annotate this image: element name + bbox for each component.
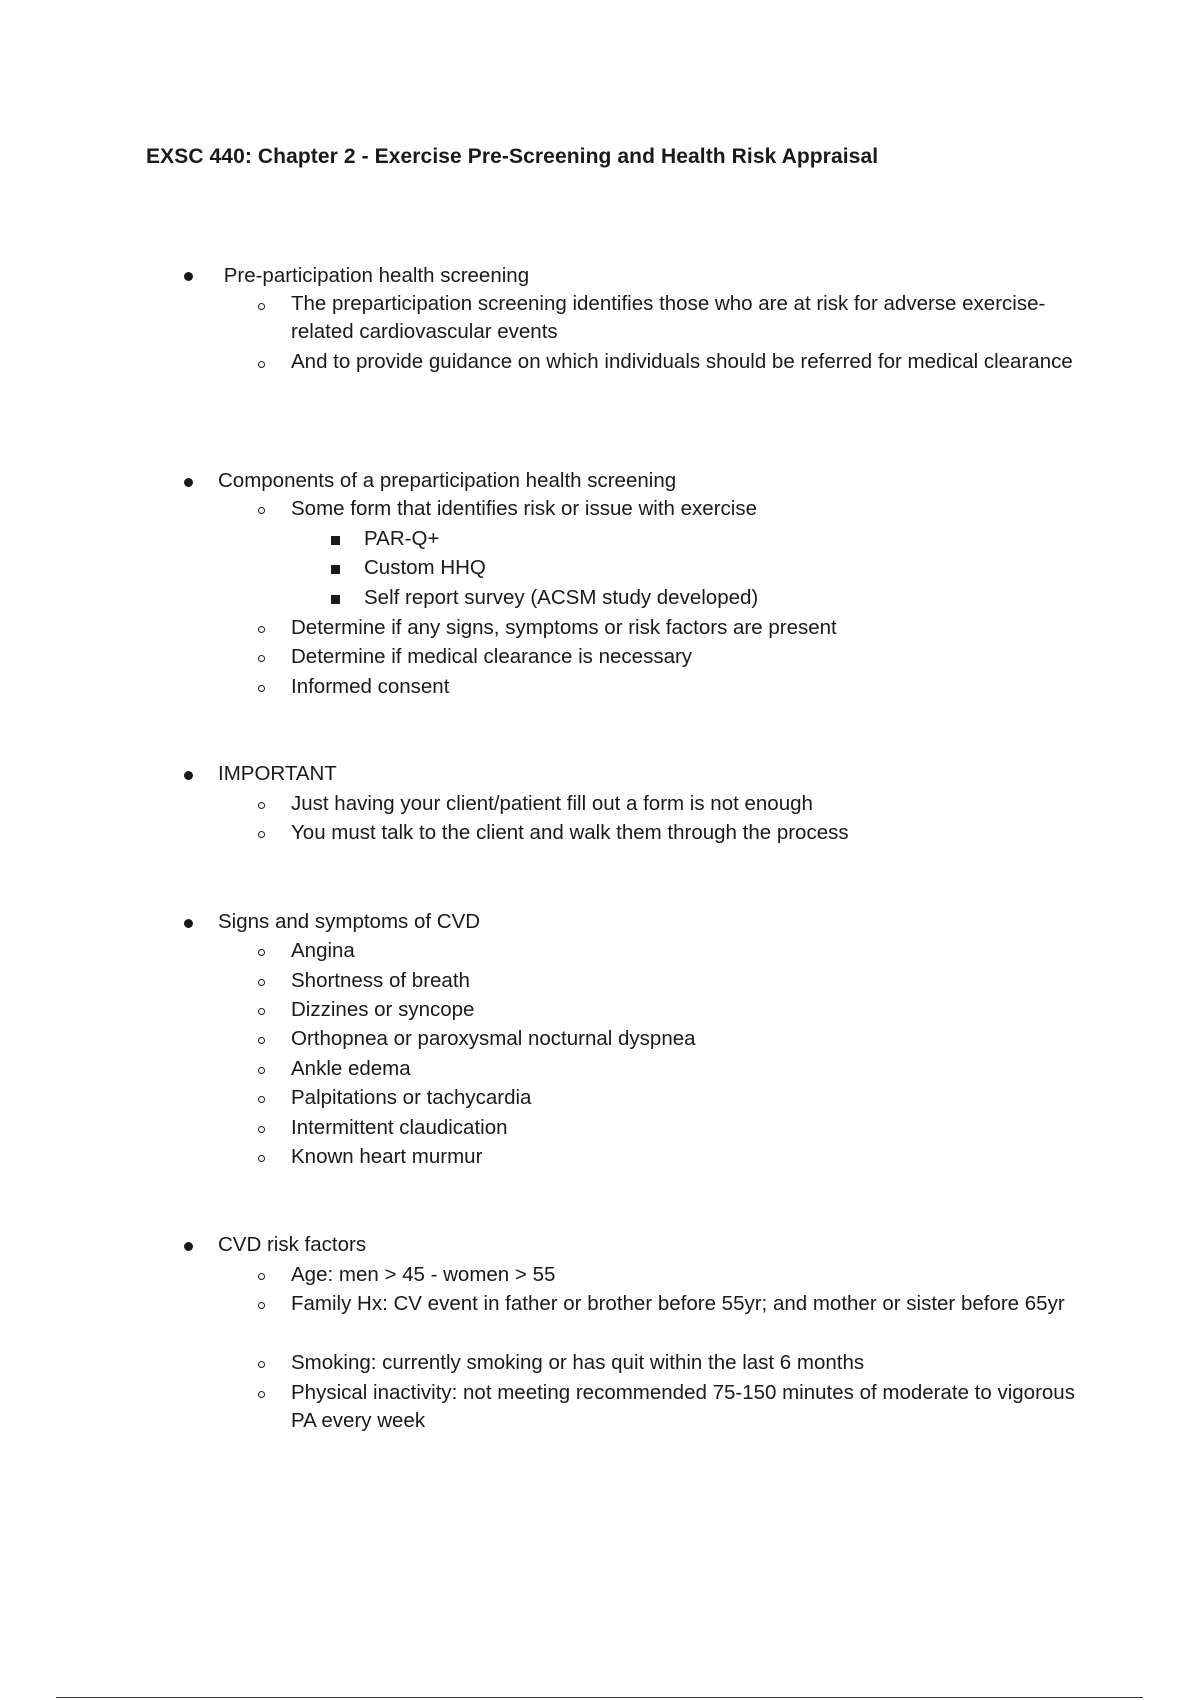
- square-bullet-icon: [331, 565, 340, 574]
- list-item: You must talk to the client and walk them through the process: [291, 821, 849, 844]
- circle-bullet-icon: [258, 685, 265, 692]
- list-item: Physical inactivity: not meeting recommended 75-150 minutes of moderate to vigorous PA every week: [291, 1381, 1075, 1432]
- list-item: Dizzines or syncope: [291, 998, 475, 1021]
- circle-bullet-icon: [258, 831, 265, 838]
- section-heading: Signs and symptoms of CVD: [218, 910, 481, 933]
- page-title: EXSC 440: Chapter 2 - Exercise Pre-Screening and Health Risk Appraisal: [146, 145, 879, 168]
- footer-divider: [56, 1697, 1143, 1698]
- bullet-icon: [184, 272, 193, 281]
- list-item: Known heart murmur: [291, 1145, 483, 1168]
- list-item: Intermittent claudication: [291, 1116, 508, 1139]
- list-item: Ankle edema: [291, 1057, 411, 1080]
- section-heading: IMPORTANT: [218, 762, 337, 785]
- bullet-icon: [184, 478, 193, 487]
- list-item: Orthopnea or paroxysmal nocturnal dyspnea: [291, 1027, 696, 1050]
- circle-bullet-icon: [258, 1391, 265, 1398]
- bullet-icon: [184, 1242, 193, 1251]
- sub-list-item: PAR-Q+: [364, 527, 440, 550]
- circle-bullet-icon: [258, 1273, 265, 1280]
- list-item: Smoking: currently smoking or has quit within the last 6 months: [291, 1351, 865, 1374]
- circle-bullet-icon: [258, 626, 265, 633]
- circle-bullet-icon: [258, 303, 265, 310]
- circle-bullet-icon: [258, 802, 265, 809]
- list-item: Just having your client/patient fill out a form is not enough: [291, 792, 813, 815]
- bullet-icon: [184, 771, 193, 780]
- circle-bullet-icon: [258, 1126, 265, 1133]
- list-item: And to provide guidance on which individuals should be referred for medical clearance: [291, 350, 1073, 373]
- circle-bullet-icon: [258, 1155, 265, 1162]
- circle-bullet-icon: [258, 1067, 265, 1074]
- list-item: Age: men > 45 - women > 55: [291, 1263, 556, 1286]
- list-item: Angina: [291, 939, 355, 962]
- circle-bullet-icon: [258, 361, 265, 368]
- list-item: Shortness of breath: [291, 969, 470, 992]
- sub-list-item: Custom HHQ: [364, 556, 486, 579]
- square-bullet-icon: [331, 595, 340, 604]
- list-item: Family Hx: CV event in father or brother before 55yr; and mother or sister before 65yr: [291, 1292, 1065, 1315]
- section-heading: CVD risk factors: [218, 1233, 367, 1256]
- square-bullet-icon: [331, 536, 340, 545]
- circle-bullet-icon: [258, 949, 265, 956]
- circle-bullet-icon: [258, 507, 265, 514]
- circle-bullet-icon: [258, 979, 265, 986]
- section-heading: Components of a preparticipation health screening: [218, 469, 677, 492]
- circle-bullet-icon: [258, 1096, 265, 1103]
- list-item: Determine if any signs, symptoms or risk factors are present: [291, 616, 837, 639]
- list-item: Palpitations or tachycardia: [291, 1086, 532, 1109]
- circle-bullet-icon: [258, 1037, 265, 1044]
- list-item: Some form that identifies risk or issue with exercise: [291, 497, 757, 520]
- circle-bullet-icon: [258, 1361, 265, 1368]
- bullet-icon: [184, 919, 193, 928]
- list-item: Determine if medical clearance is necessary: [291, 645, 693, 668]
- section-heading: Pre-participation health screening: [218, 264, 530, 287]
- sub-list-item: Self report survey (ACSM study developed): [364, 586, 759, 609]
- circle-bullet-icon: [258, 655, 265, 662]
- list-item: The preparticipation screening identifies those who are at risk for adverse exercise-related cardiovascular events: [291, 292, 1046, 343]
- circle-bullet-icon: [258, 1008, 265, 1015]
- circle-bullet-icon: [258, 1302, 265, 1309]
- list-item: Informed consent: [291, 675, 450, 698]
